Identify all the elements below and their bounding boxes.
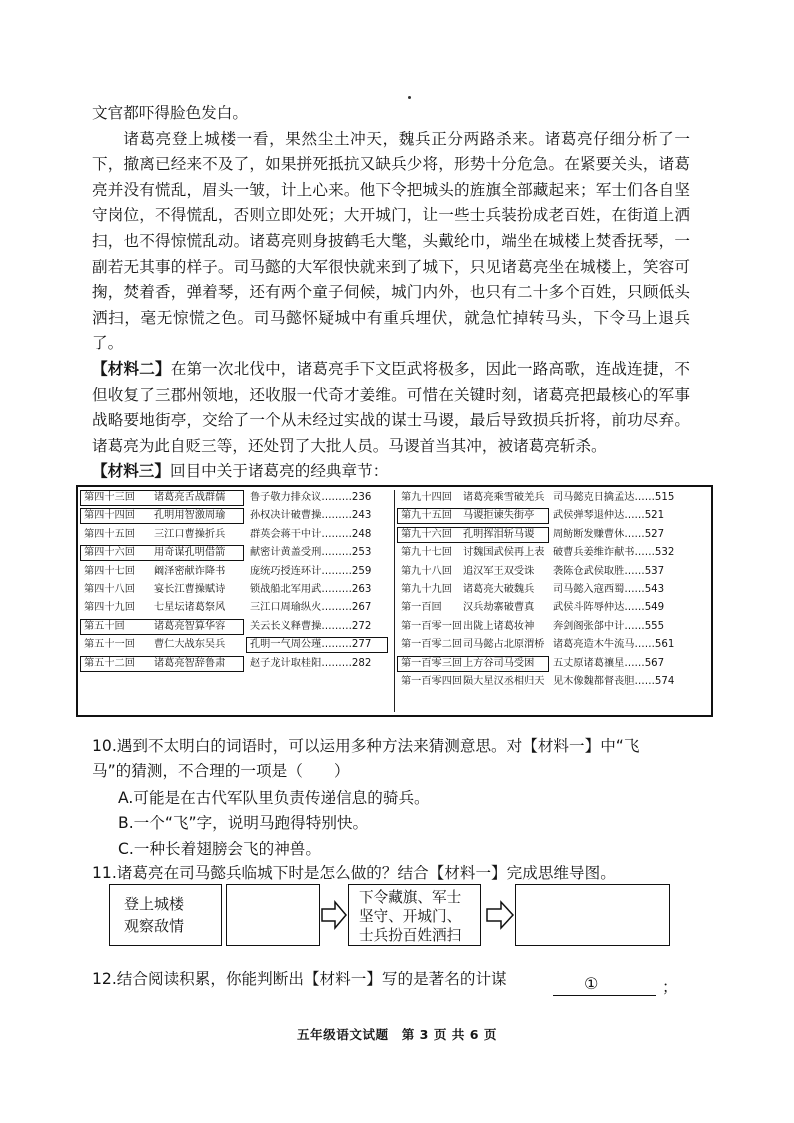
chapter-title: 三江口曹操折兵 bbox=[154, 528, 226, 540]
chapter-row bbox=[399, 656, 707, 674]
chapter-subtitle bbox=[248, 656, 390, 672]
chapter-row bbox=[399, 637, 707, 655]
chapter-row bbox=[399, 600, 707, 618]
chapter-subtitle bbox=[248, 582, 390, 598]
chapter-subtitle bbox=[248, 527, 390, 543]
chapter-subtitle-text: 关云长义释曹操 bbox=[250, 620, 322, 632]
chapter-title: 孔明用智激周瑜 bbox=[154, 510, 226, 522]
material-three-paragraph bbox=[92, 459, 690, 485]
chapter-subtitle-text: 鲁子敬力排众议 bbox=[250, 492, 322, 503]
chapter-subtitle bbox=[248, 564, 390, 580]
chapter-number: 第九十四回 bbox=[401, 492, 452, 503]
chapter-row bbox=[82, 527, 390, 545]
chapter-row bbox=[82, 490, 390, 508]
chapter-row bbox=[82, 545, 390, 563]
chapter-subtitle bbox=[248, 545, 390, 561]
mindmap-box-1-line-2: 观察敌情 bbox=[124, 917, 185, 935]
material-three-heading: 【材料三】 bbox=[92, 462, 170, 481]
chapter-highlight-box bbox=[80, 490, 244, 506]
chapter-row bbox=[399, 508, 707, 526]
mindmap-arrow-2-icon bbox=[486, 900, 514, 930]
chapter-subtitle-text: 司马懿克日擒孟达 bbox=[553, 492, 635, 503]
question-10-option-b: B.一个“飞”字，说明马跑得特别快。 bbox=[118, 814, 369, 832]
chapter-row bbox=[399, 490, 707, 508]
chapter-highlight-box bbox=[80, 508, 244, 524]
mindmap-box-4-blank[interactable] bbox=[515, 884, 670, 946]
chapter-page: ………236 bbox=[321, 492, 372, 503]
chapter-row bbox=[82, 508, 390, 526]
chapter-subtitle bbox=[248, 490, 390, 506]
chapter-title: 追汉军王双受诛 bbox=[463, 565, 535, 577]
chapter-title: 诸葛亮大破魏兵 bbox=[463, 583, 535, 595]
question-12-blank-number: ① bbox=[584, 974, 599, 993]
mindmap-box-3-line-1: 下令藏旗、军士 bbox=[359, 889, 462, 906]
chapter-subtitle bbox=[551, 619, 701, 635]
chapter-number: 第四十七回 bbox=[84, 565, 135, 577]
chapter-subtitle-text: 赵子龙计取桂阳 bbox=[250, 657, 322, 669]
chapter-page: ………267 bbox=[321, 602, 372, 614]
chapter-row bbox=[82, 564, 390, 582]
chapter-subtitle bbox=[551, 545, 701, 561]
chapter-subtitle-text: 见木像魏都督丧胆 bbox=[553, 675, 635, 687]
chapter-title: 讨魏国武侯再上表 bbox=[463, 547, 545, 559]
question-12-stem: 12.结合阅读积累，你能判断出【材料一】写的是著名的计谋 bbox=[92, 970, 507, 988]
chapter-number: 第一百零二回 bbox=[401, 639, 463, 651]
chapter-page: ……561 bbox=[634, 639, 675, 651]
chapter-subtitle-text: 庞统巧授连环计 bbox=[250, 565, 322, 577]
chapter-page: ………272 bbox=[321, 620, 372, 632]
chapter-table bbox=[76, 485, 713, 717]
chapter-page: ……574 bbox=[634, 675, 675, 687]
chapter-subtitle bbox=[551, 674, 701, 690]
chapter-subtitle bbox=[248, 619, 390, 635]
chapter-subtitle bbox=[551, 637, 701, 653]
chapter-number: 第四十五回 bbox=[84, 528, 135, 540]
chapter-title: 用奇谋孔明借箭 bbox=[154, 547, 226, 559]
mindmap-box-3-line-3: 士兵扮百姓洒扫 bbox=[359, 927, 462, 944]
chapter-page: ……549 bbox=[624, 602, 665, 614]
chapter-number: 第一百零四回 bbox=[401, 675, 463, 687]
chapter-page: ………259 bbox=[321, 565, 372, 577]
page-footer: 五年级语文试题 第 3 页 共 6 页 bbox=[296, 1027, 498, 1042]
chapter-subtitle-text: 群英会蒋干中计 bbox=[250, 528, 322, 540]
chapter-subtitle bbox=[248, 600, 390, 616]
chapter-column-right bbox=[399, 490, 707, 692]
chapter-subtitle bbox=[551, 600, 701, 616]
chapter-page: ……555 bbox=[624, 620, 665, 632]
chapter-subtitle-text: 袭陈仓武侯取胜 bbox=[553, 565, 625, 577]
passage-paragraph-main: 诸葛亮登上城楼一看，果然尘土冲天，魏兵正分两路杀来。诸葛亮仔细分析了一下，撤离已经来不及了，如果拼死抵抗又缺兵少将，形势十分危急。在紧要关头，诸葛亮并没有慌乱，眉头一皱，计上心来。他下令把城头的旌旗全部藏起来；军士们各自坚守岗位，不得慌乱，否则立即处死；大开城门，让一些士兵装扮成老百姓，在街道上洒扫，也不得惊慌乱动。诸葛亮则身披鹤毛大氅，头戴纶巾，端坐在城楼上焚香抚琴，一副若无其事的样子。司马懿的大军很快就来到了城下，只见诸葛亮坐在城楼上，笑容可掬，焚着香，弹着琴，还有两个童子伺候，城门内外，也只有二十多个百姓，只顾低头洒扫，毫无惊慌之色。司马懿怀疑城中有重兵埋伏，就急忙掉转马头，下令马上退兵了。 bbox=[92, 129, 690, 353]
mindmap-box-3 bbox=[348, 884, 481, 946]
mindmap-box-1 bbox=[109, 884, 222, 946]
passage-material-one bbox=[92, 101, 690, 485]
chapter-number: 第一百回 bbox=[401, 602, 442, 614]
chapter-number: 第五十一回 bbox=[84, 639, 135, 651]
chapter-page: ………277 bbox=[321, 639, 372, 651]
chapter-subtitle-text: 锁战船北军用武 bbox=[250, 583, 322, 595]
chapter-row bbox=[399, 527, 707, 545]
chapter-number: 第九十八回 bbox=[401, 565, 452, 577]
chapter-title: 出陇上诸葛妆神 bbox=[463, 620, 535, 632]
chapter-subtitle-text: 孙权决计破曹操 bbox=[250, 510, 322, 522]
chapter-number: 第九十六回 bbox=[401, 528, 452, 540]
mindmap-box-3-line-2: 坚守、开城门、 bbox=[359, 908, 462, 925]
chapter-title: 孔明挥泪斩马谡 bbox=[463, 528, 535, 540]
chapter-title: 司马懿占北原渭桥 bbox=[463, 639, 545, 651]
chapter-title: 七星坛诸葛祭风 bbox=[154, 602, 226, 614]
chapter-highlight-box bbox=[397, 656, 549, 672]
chapter-subtitle-text: 司马懿入寇西蜀 bbox=[553, 583, 625, 595]
chapter-column-divider bbox=[394, 490, 395, 712]
chapter-subtitle-text: 献密计黄盖受刑 bbox=[250, 547, 322, 559]
chapter-subtitle-text: 五丈原诸葛禳星 bbox=[553, 657, 625, 669]
chapter-page: ……527 bbox=[624, 528, 665, 540]
chapter-title: 宴长江曹操赋诗 bbox=[154, 583, 226, 595]
question-12-semicolon: ； bbox=[662, 978, 678, 996]
question-11-stem: 11.诸葛亮在司马懿兵临城下时是怎么做的？结合【材料一】完成思维导图。 bbox=[92, 864, 616, 882]
chapter-number: 第五十二回 bbox=[84, 657, 135, 669]
chapter-subtitle-text: 三江口周瑜纵火 bbox=[250, 602, 322, 614]
question-12-answer-blank[interactable] bbox=[553, 995, 656, 996]
chapter-page: ……543 bbox=[624, 583, 665, 595]
chapter-subtitle bbox=[551, 490, 701, 506]
chapter-number: 第九十五回 bbox=[401, 510, 452, 522]
scan-dot bbox=[408, 96, 411, 99]
chapter-highlight-box bbox=[80, 545, 244, 561]
chapter-row bbox=[82, 637, 390, 655]
chapter-row bbox=[399, 674, 707, 692]
chapter-subtitle-text: 武侯斗阵辱仲达 bbox=[553, 602, 625, 614]
chapter-row bbox=[82, 600, 390, 618]
material-two-paragraph bbox=[92, 357, 690, 459]
chapter-subtitle-text: 诸葛亮造木牛流马 bbox=[553, 639, 635, 651]
chapter-number: 第一百零一回 bbox=[401, 620, 463, 632]
chapter-subtitle-text: 奔剑阁张郃中计 bbox=[553, 620, 625, 632]
chapter-number: 第四十八回 bbox=[84, 583, 135, 595]
chapter-page: ……532 bbox=[634, 547, 675, 559]
chapter-highlight-box bbox=[80, 619, 244, 635]
chapter-page: ……537 bbox=[624, 565, 665, 577]
chapter-row bbox=[82, 656, 390, 674]
chapter-subtitle bbox=[551, 582, 701, 598]
chapter-title: 诸葛亮舌战群儒 bbox=[154, 492, 226, 503]
question-10-option-a: A.可能是在古代军队里负责传递信息的骑兵。 bbox=[118, 789, 430, 807]
chapter-number: 第一百零三回 bbox=[401, 657, 463, 669]
chapter-page: ………282 bbox=[321, 657, 372, 669]
chapter-number: 第四十三回 bbox=[84, 492, 135, 503]
mindmap-box-1-line-1: 登上城楼 bbox=[124, 895, 185, 913]
material-two-text: 在第一次北伐中，诸葛亮手下文臣武将极多，因此一路高歌，连战连捷，不但收复了三郡州领地，还收服一代奇才姜维。可惜在关键时刻，诸葛亮把最核心的军事战略要地街亭，交给了一个从未经过实战的谋士马谡，最后导致损兵折将，前功尽弃。诸葛亮为此自贬三等，还处罚了大批人员。马谡首当其冲，被诸葛亮斩杀。 bbox=[92, 359, 690, 455]
chapter-page: ………253 bbox=[321, 547, 372, 559]
chapter-subtitle-text: 破曹兵姜维诈献书 bbox=[553, 547, 635, 559]
chapter-highlight-box bbox=[397, 527, 549, 543]
chapter-subtitle-highlight-box bbox=[246, 637, 388, 653]
chapter-highlight-box bbox=[80, 656, 244, 672]
chapter-subtitle-text: 周鲂断发赚曹休 bbox=[553, 528, 625, 540]
chapter-row bbox=[399, 564, 707, 582]
chapter-page: ……521 bbox=[624, 510, 665, 522]
chapter-page: ………248 bbox=[321, 528, 372, 540]
chapter-subtitle bbox=[551, 564, 701, 580]
chapter-number: 第五十回 bbox=[84, 620, 125, 632]
chapter-title: 诸葛亮智辞鲁肃 bbox=[154, 657, 226, 669]
chapter-row bbox=[399, 582, 707, 600]
chapter-number: 第九十九回 bbox=[401, 583, 452, 595]
chapter-page: ……515 bbox=[634, 492, 675, 503]
chapter-row bbox=[399, 619, 707, 637]
chapter-subtitle-text: 武侯弹琴退仲达 bbox=[553, 510, 625, 522]
passage-line-first: 文官都吓得脸色发白。 bbox=[92, 104, 248, 122]
mindmap-box-2-blank[interactable] bbox=[226, 884, 320, 946]
chapter-title: 汉兵劫寨破曹真 bbox=[463, 602, 535, 614]
chapter-title: 诸葛亮乘雪破羌兵 bbox=[463, 492, 545, 503]
chapter-title: 阚泽密献诈降书 bbox=[154, 565, 226, 577]
chapter-subtitle bbox=[551, 508, 701, 524]
chapter-title: 上方谷司马受困 bbox=[463, 657, 535, 669]
chapter-title: 曹仁大战东吴兵 bbox=[154, 639, 226, 651]
mindmap-arrow-1-icon bbox=[321, 900, 347, 930]
material-three-text: 回目中关于诸葛亮的经典章节： bbox=[169, 462, 389, 481]
chapter-column-left bbox=[82, 490, 390, 674]
chapter-title: 诸葛亮智算华容 bbox=[154, 620, 226, 632]
chapter-page: ………243 bbox=[321, 510, 372, 522]
chapter-number: 第四十九回 bbox=[84, 602, 135, 614]
chapter-row bbox=[399, 545, 707, 563]
chapter-title: 马谡拒谏失街亭 bbox=[463, 510, 535, 522]
question-10-line-1: 10.遇到不太明白的词语时，可以运用多种方法来猜测意思。对【材料一】中“飞 bbox=[92, 737, 640, 755]
chapter-row bbox=[82, 582, 390, 600]
material-two-heading: 【材料二】 bbox=[92, 359, 171, 378]
chapter-page: ……567 bbox=[624, 657, 665, 669]
chapter-title: 陨大星汉丞相归天 bbox=[463, 675, 545, 687]
chapter-number: 第四十四回 bbox=[84, 510, 135, 522]
question-10-line-2: 马”的猜测，不合理的一项是（ ） bbox=[92, 762, 350, 780]
question-10-option-c: C.一种长着翅膀会飞的神兽。 bbox=[118, 840, 321, 858]
chapter-subtitle bbox=[551, 527, 701, 543]
chapter-highlight-box bbox=[397, 508, 549, 524]
chapter-row bbox=[82, 619, 390, 637]
chapter-number: 第四十六回 bbox=[84, 547, 135, 559]
chapter-subtitle bbox=[248, 508, 390, 524]
chapter-number: 第九十七回 bbox=[401, 547, 452, 559]
chapter-page: ………263 bbox=[321, 583, 372, 595]
chapter-subtitle bbox=[551, 656, 701, 672]
chapter-subtitle-text: 孔明一气周公瑾 bbox=[250, 639, 322, 651]
